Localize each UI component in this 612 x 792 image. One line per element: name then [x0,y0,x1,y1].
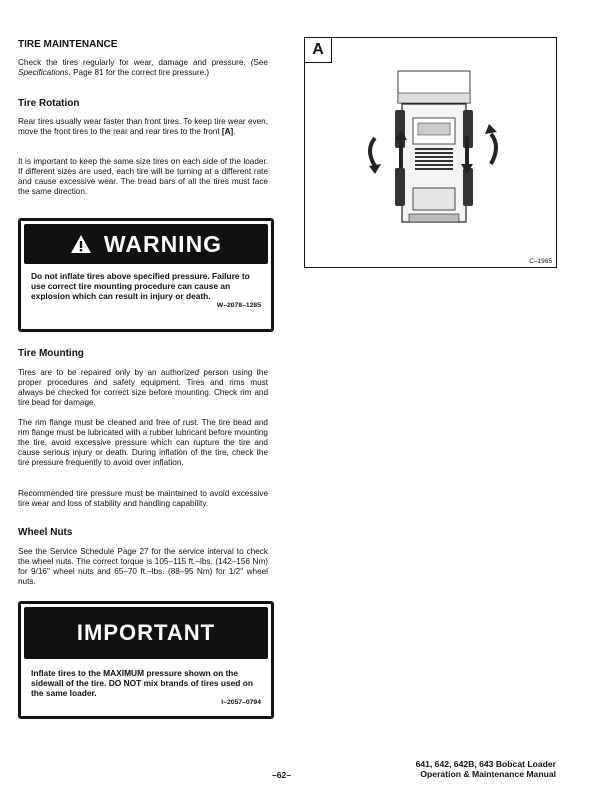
section-heading-tire-maintenance: TIRE MAINTENANCE [18,39,118,50]
figure-a [304,37,557,268]
tire-rotation-paragraph-1 [18,117,268,137]
text-span: Check the tires regularly for wear, damage and pressure. (See [18,58,268,67]
figure-letter: A [305,38,332,63]
specifications-reference: Specifications [18,68,69,77]
wheel-nuts-paragraph: See the Service Schedule Page 27 for the service interval to check the wheel nuts. The correct torque is 105–115 ft.–lbs. (142–156 Nm) for 9/16" wheel nuts and 65–70 ft.–lbs. (88–95 Nm) for 1/2" wheel nuts. [18,547,268,586]
text-span: . [233,127,236,136]
warning-text: Do not inflate tires above specified pressure. Failure to use correct tire mounting procedure can cause an explosion which can result in injury or death. [31,271,250,301]
figure-code: C–1965 [529,258,552,265]
important-body [21,662,271,712]
warning-header [24,224,268,264]
figure-reference: [A] [221,127,234,136]
manual-title-line-1: 641, 642, 642B, 643 Bobcat Loader [415,759,556,769]
tire-rotation-paragraph-2: It is important to keep the same size tires on each side of the loader. If different sizes are used, each tire will be turning at a different rate and cause excessive wear. The tread bars of all the tires must face the same direction. [18,157,268,196]
warning-box [18,218,274,332]
section-heading-tire-mounting: Tire Mounting [18,348,84,359]
tire-maintenance-paragraph [18,58,268,78]
section-heading-tire-rotation: Tire Rotation [18,98,80,109]
text-span: , Page 81 for the correct tire pressure.) [68,68,210,77]
warning-code: W–2078–1285 [216,302,261,309]
tire-mounting-paragraph-1: Tires are to be repaired only by an authorized person using the proper procedures and safety equipment. Tires and rims must always be checked for correct size before mounting. Check rim and tire bead for damage. [18,368,268,407]
important-title: IMPORTANT [76,620,216,645]
important-code: I–2057–0794 [221,699,261,706]
tire-mounting-paragraph-3: Recommended tire pressure must be maintained to avoid excessive tire wear and loss of stability and handling capability. [18,489,268,508]
manual-title-line-2: Operation & Maintenance Manual [420,769,556,779]
important-text: Inflate tires to the MAXIMUM pressure shown on the sidewall of the tire. DO NOT mix brands of tires used on the same loader. [31,668,253,698]
page-number: –62– [272,770,292,780]
warning-title: WARNING [103,230,223,257]
text-span: Rear tires usually wear faster than front tires. To keep tire wear even, move the front tires to the rear and rear tires to the front [18,117,268,136]
tire-mounting-paragraph-2: The rim flange must be cleaned and free of rust. The tire bead and rim flange must be lubricated with a rubber lubricant before mounting the tire, avoid excessive pressure which can rupture the tire and cause serious injury or death. During inflation of the tire, check the tire pressure frequently to avoid over inflation. [18,418,268,467]
section-heading-wheel-nuts: Wheel Nuts [18,527,73,538]
important-header [24,607,268,659]
warning-body [21,267,271,315]
manual-title [416,759,556,779]
warning-triangle-icon [70,234,92,254]
important-box [18,601,274,719]
loader-top-view-illustration [305,38,556,267]
